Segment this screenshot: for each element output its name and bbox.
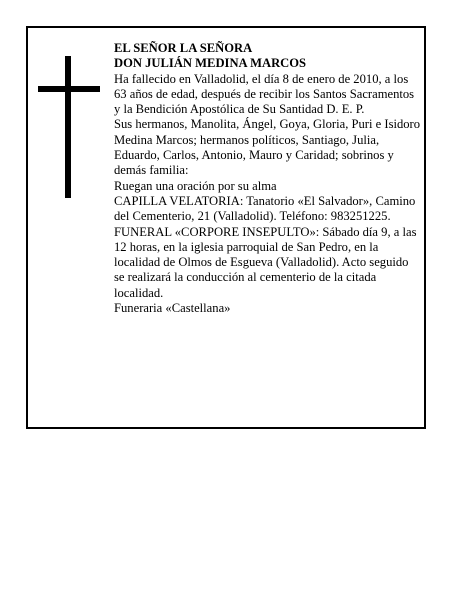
- family-list: Sus hermanos, Manolita, Ángel, Goya, Gloria, Puri e Isidoro Medina Marcos; hermanos políticos, Santiago, Julia, Eduardo, Carlos, Antonio, Mauro y Caridad; sobrinos y demás familia:: [114, 117, 421, 178]
- funeral-info: FUNERAL «CORPORE INSEPULTO»: Sábado día 9, a las 12 horas, en la iglesia parroquial de San Pedro, en la localidad de Olmos de Esgueva (Valladolid). Acto seguido se realizará la conducción al cementerio de la citada localidad.: [114, 224, 417, 300]
- cross-icon: [38, 56, 100, 198]
- obituary-text: [114, 41, 422, 316]
- chapel-info: CAPILLA VELATORIA: Tanatorio «El Salvador», Camino del Cementerio, 21 (Valladolid). Teléfono: 983251225.: [114, 193, 416, 224]
- cross-horizontal-bar: [38, 86, 100, 92]
- header-line-1: EL SEÑOR LA SEÑORA: [114, 41, 253, 55]
- funeral-home: Funeraria «Castellana»: [114, 301, 231, 316]
- death-announcement: Ha fallecido en Valladolid, el día 8 de enero de 2010, a los 63 años de edad, después de recibir los Santos Sacramentos y la Bendición Apostólica de Su Santidad D. E. P.: [114, 71, 415, 117]
- deceased-name: DON JULIÁN MEDINA MARCOS: [114, 56, 307, 71]
- obituary-notice: [26, 26, 426, 429]
- cross-vertical-bar: [65, 56, 71, 198]
- prayer-request: Ruegan una oración por su alma: [114, 178, 277, 193]
